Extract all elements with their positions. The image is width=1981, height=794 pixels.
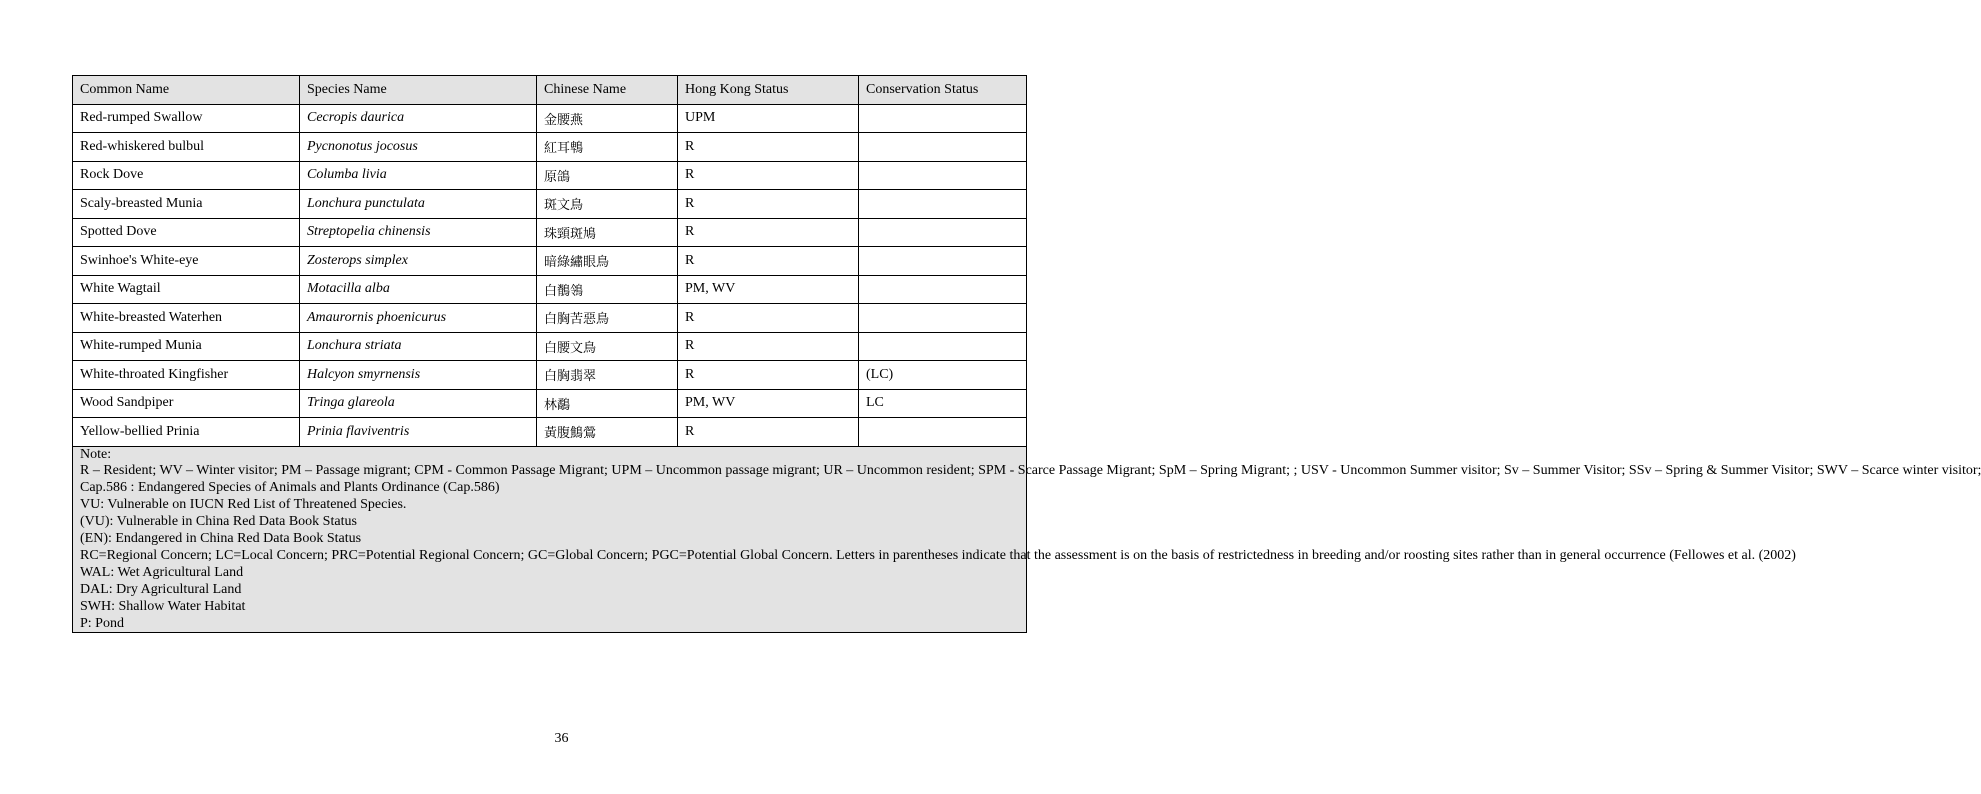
cell-species-name: Prinia flaviventris [300,418,537,447]
cell-common-name: Wood Sandpiper [73,389,300,418]
notes-row [73,446,1027,633]
header-common-name: Common Name [73,76,300,105]
cell-conservation-status [859,104,1027,133]
cell-chinese-name: 白腰文鳥 [537,332,678,361]
cell-hk-status: PM, WV [678,275,859,304]
table-row [73,190,1027,219]
table-body [73,104,1027,446]
cell-chinese-name: 紅耳鵯 [537,133,678,162]
cell-species-name: Lonchura striata [300,332,537,361]
notes-title: Note: [80,446,112,462]
cell-common-name: White Wagtail [73,275,300,304]
cell-hk-status: R [678,133,859,162]
cell-species-name: Tringa glareola [300,389,537,418]
cell-species-name: Pycnonotus jocosus [300,133,537,162]
cell-species-name: Amaurornis phoenicurus [300,304,537,333]
table-row [73,389,1027,418]
cell-conservation-status [859,247,1027,276]
cell-common-name: Red-whiskered bulbul [73,133,300,162]
header-row [73,76,1027,105]
notes-cell [73,446,1981,633]
cell-common-name: White-breasted Waterhen [73,304,300,333]
cell-hk-status: R [678,190,859,219]
cell-hk-status: R [678,304,859,333]
notes-section [73,446,1981,633]
note-en-china: (EN): Endangered in China Red Data Book Status [80,531,362,547]
cell-chinese-name: 白胸翡翠 [537,361,678,390]
cell-species-name: Lonchura punctulata [300,190,537,219]
note-cap586: Cap.586 : Endangered Species of Animals and Plants Ordinance (Cap.586) [80,480,500,496]
note-status-codes: R – Resident; WV – Winter visitor; PM – Passage migrant; CPM - Common Passage Migrant; UPM – Uncommon passage migrant; UR – Uncommon resident; SPM - Scarce Passage Migrant; SpM – Spring Migrant; ; USV - Uncommon Summer visitor; Sv – Summer Visitor; SSv – Spring & Summer Visitor; SWV – Scarce winter visitor; [80,463,1981,479]
cell-hk-status: R [678,247,859,276]
cell-hk-status: R [678,161,859,190]
cell-common-name: Spotted Dove [73,218,300,247]
note-dal: DAL: Dry Agricultural Land [80,581,242,597]
cell-common-name: Scaly-breasted Munia [73,190,300,219]
cell-conservation-status [859,332,1027,361]
cell-chinese-name: 暗綠繡眼鳥 [537,247,678,276]
table-row [73,418,1027,447]
cell-common-name: White-rumped Munia [73,332,300,361]
cell-species-name: Motacilla alba [300,275,537,304]
table-row [73,332,1027,361]
cell-common-name: Swinhoe's White-eye [73,247,300,276]
cell-conservation-status: LC [859,389,1027,418]
table-row [73,218,1027,247]
cell-species-name: Columba livia [300,161,537,190]
cell-conservation-status [859,418,1027,447]
cell-chinese-name: 林鷸 [537,389,678,418]
cell-common-name: Red-rumped Swallow [73,104,300,133]
table-row [73,247,1027,276]
cell-conservation-status [859,218,1027,247]
table-header [73,76,1027,105]
cell-conservation-status [859,133,1027,162]
cell-conservation-status [859,161,1027,190]
note-swh: SWH: Shallow Water Habitat [80,598,246,614]
cell-species-name: Zosterops simplex [300,247,537,276]
cell-hk-status: R [678,418,859,447]
cell-common-name: Rock Dove [73,161,300,190]
header-chinese-name: Chinese Name [537,76,678,105]
header-species-name: Species Name [300,76,537,105]
header-hk-status: Hong Kong Status [678,76,859,105]
note-pond: P: Pond [80,615,124,631]
page-number: 36 [554,731,569,746]
cell-chinese-name: 斑文鳥 [537,190,678,219]
cell-chinese-name: 金腰燕 [537,104,678,133]
species-table [72,75,1981,633]
cell-chinese-name: 白胸苦惡鳥 [537,304,678,333]
cell-hk-status: R [678,361,859,390]
cell-species-name: Halcyon smyrnensis [300,361,537,390]
table-row [73,304,1027,333]
cell-hk-status: R [678,218,859,247]
cell-conservation-status [859,190,1027,219]
note-concern: RC=Regional Concern; LC=Local Concern; PRC=Potential Regional Concern; GC=Global Concern; PGC=Potential Global Concern. Letters in parentheses indicate that the assessment is on the basis of restrictedness in breeding and/or roosting sites rather than in general occurrence (Fellowes et al. (2002) [80,547,1796,563]
cell-chinese-name: 原鴿 [537,161,678,190]
cell-chinese-name: 黃腹鷦鶯 [537,418,678,447]
cell-conservation-status [859,304,1027,333]
header-conservation-status: Conservation Status [859,76,1027,105]
cell-hk-status: UPM [678,104,859,133]
note-vu-iucn: VU: Vulnerable on IUCN Red List of Threatened Species. [80,497,407,513]
note-wal: WAL: Wet Agricultural Land [80,564,244,580]
table-row [73,361,1027,390]
table-row [73,104,1027,133]
table-row [73,161,1027,190]
cell-species-name: Streptopelia chinensis [300,218,537,247]
table-row [73,275,1027,304]
note-vu-china: (VU): Vulnerable in China Red Data Book Status [80,514,357,530]
cell-common-name: White-throated Kingfisher [73,361,300,390]
cell-chinese-name: 珠頸斑鳩 [537,218,678,247]
cell-conservation-status: (LC) [859,361,1027,390]
cell-conservation-status [859,275,1027,304]
cell-common-name: Yellow-bellied Prinia [73,418,300,447]
cell-species-name: Cecropis daurica [300,104,537,133]
cell-chinese-name: 白鶺鴒 [537,275,678,304]
cell-hk-status: PM, WV [678,389,859,418]
cell-hk-status: R [678,332,859,361]
table-row [73,133,1027,162]
